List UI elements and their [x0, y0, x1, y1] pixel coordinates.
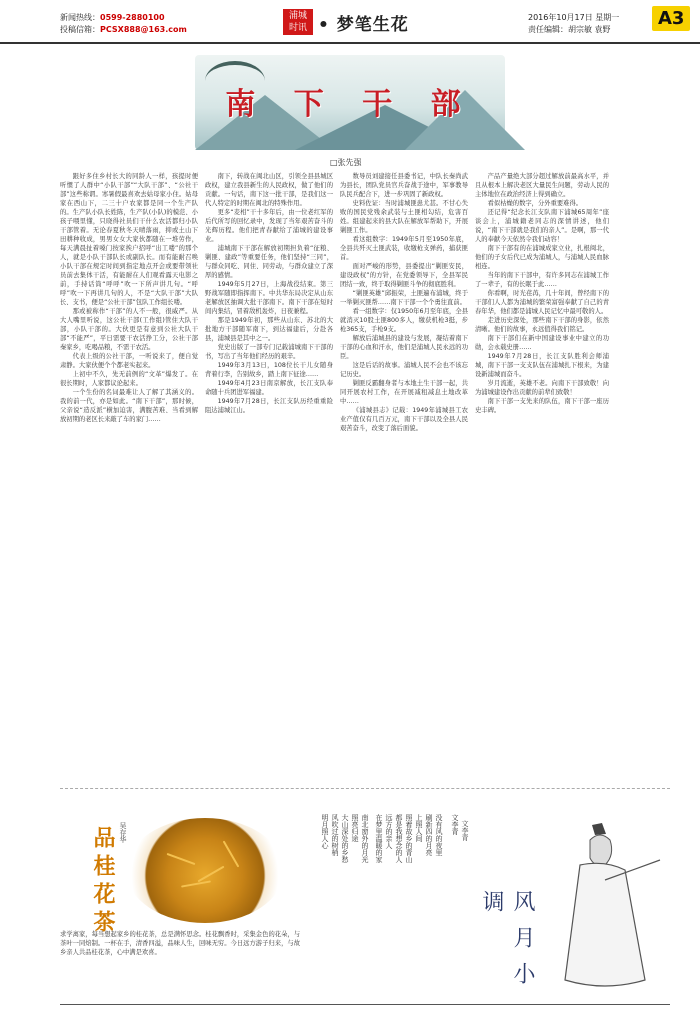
article-paragraph: 南下干部们在新中国建设事业中建立的功勋，会永载史册…… [475, 335, 609, 351]
article-column-2 [205, 172, 333, 784]
article-paragraph: 这是后话的故事。浦城人民不会也不该忘记历史。 [340, 362, 468, 378]
article-paragraph: 代表上级的公社干部，一听说来了，便自觉肃静。大家伙便个个都老实起来。 [60, 353, 198, 369]
article-column-3 [340, 172, 468, 784]
article-paragraph: 面对严峻的形势，县委提出“剿匪安民，建设政权”的方针，在党委领导下，全县军民团结一致，终于取得剿匪斗争的彻底胜利。 [340, 263, 468, 288]
poem-author: 文李青 [451, 814, 459, 835]
article-paragraph: 党史出版了一部专门记载浦城南下干部的书，写出了当年他们经历的艰辛。 [205, 344, 333, 360]
poem-line: 大山深处的乡愁 [341, 814, 349, 863]
poem-line: 照亮归途 [351, 814, 359, 842]
poem-line: 远方的亲人 [385, 814, 393, 849]
article-paragraph: 看一组数字：仅1950年6月至年底，全县就消灭10股土匪800多人，缴获机枪3挺，步枪365支，手枪9支。 [340, 308, 468, 333]
article-paragraph: 一个生份的名词最难让人了解了其涵义的。我的前一代，亦是如此。“南下干部”，那时候，父亲说“造反派”横加迫害，满腹苦难、当看到解放初期的老区长来敲了车的家门…… [60, 389, 198, 423]
article-paragraph: 《浦城县志》记载：1949年浦城县工农业产值仅有几百万元，南下干部以及全县人民艰苦奋斗，改变了落后面貌。 [340, 407, 468, 432]
article-column-1 [60, 172, 198, 784]
poem-author: 文李青 [461, 820, 469, 841]
section-title-text: 梦笔生花 [336, 15, 409, 35]
osmanthus-tea-photo [126, 818, 284, 923]
poem-line: 明月照人心 [321, 814, 329, 849]
article-paragraph: 1949年7月28日，长江支队历经重重险阻达浦城江山。 [205, 398, 333, 414]
poem-line: 风吹过的树梢 [331, 814, 339, 856]
article-paragraph: 1949年7月28日，长江支队胜利会师浦城，南下干部一支支队伍在浦城扎下根来，为建设新浦城而奋斗。 [475, 353, 609, 378]
poem-line: 都是我想念的人 [395, 814, 403, 863]
article-paragraph: 那是1949年初，那些从山东、苏北的大批地方干部随军南下，到达福建后，分赴各县，浦城县是其中之一。 [205, 317, 333, 342]
poem-line: 没有风的夜里 [435, 814, 443, 856]
article-paragraph: 产品产量绝大部分超过解放前最高水平，并且从根本上解决老区大量民生问题，劳动人民的主体地位在政治经济上得到确立。 [475, 173, 609, 198]
article-paragraph: 跟好多住乡村长大的同龄人一样，孩提时便听惯了人群中“小队干部”“大队干部”、“公社干部”这些称谓。寒暑假最喜欢去姑母家小住。姑母家在西山下，二三十户农家都是同一个生产队的。生产队小队长姓陈，生产队(小队)的模范、小孩子喂里懂，只晓得社员们干什么农活都归小队干部管着。无论春夏秋冬天晴落雨，抑或土山下田耕种收成，男男女女大家伙都随在一堆劳作，每天满晨扯着嗓门按家挨户招呼“出工喽”的那个人，就是小队干部队长或副队长。而有能耐召唤小队干部在规定时间到指定地点开会或要带领社员前去集体干活，有能耐在人们观看露天电影之前，手持话筒“呼呼”吹一下所声讲几句。“呼呼”吹一下再讲几句的人，不是“大队干部”大队长、支书，便是“公社干部”包队工作组长喽。 [60, 173, 198, 306]
article-paragraph: 南下干部有的在浦城成家立业，扎根闽北，他们的子女后代已成为浦城人，与浦城人民血脉相连。 [475, 245, 609, 270]
article-column-4 [475, 172, 609, 784]
poem-column-a [375, 814, 460, 924]
article-paragraph: 走进历史深处，那些南下干部的身影，依然清晰。他们的故事，永远值得我们铭记。 [475, 317, 609, 333]
article-paragraph: 浦城南下干部在解放初期担负着“征粮、剿匪、建政”等重要任务，他们坚持“三同”，与群众同吃、同住、同劳动，与群众建立了深厚的感情。 [205, 245, 333, 279]
issue-date: 2016年10月17日 [528, 13, 593, 22]
article-paragraph: 解放后浦城县的建设与发展，凝结着南下干部的心血和汗水，他们是浦城人民永远的功臣。 [340, 335, 468, 360]
scholar-illustration [520, 820, 670, 995]
article-paragraph: “剿匪英雄”邱振荣，土匪遍布浦城，终于一举剿灭匪帮……南下干部一个个勇往直前。 [340, 290, 468, 306]
section-divider [60, 788, 670, 789]
article-paragraph: 还记得“纪念长江支队南下浦城65周年”座谈会上，浦城籍老同志的深情讲述，他们说，“南下干部就是我们的亲人”。是啊，那一代人的奉献今天依然令我们动容！ [475, 209, 609, 243]
article-title: 南 下 干 部 [225, 87, 475, 122]
issue-weekday: 星期一 [595, 13, 620, 22]
bottom-rule [60, 1004, 670, 1005]
article-paragraph: 数导员刘建接任县委书记，中队长秦尚武为县长，团队党员官兵奋战于途中，军事教导队民兵配合下，进一步巩固了新政权。 [340, 173, 468, 198]
editor-label: 责任编辑： [528, 25, 568, 34]
article-paragraph: 看这组数字：1949年5月至1950年底，全县共歼灭土匪武装，收缴枪支弹药，捕获匪首。 [340, 236, 468, 261]
poem-line: 刷新四的月亮 [425, 814, 433, 856]
tea-article-author: 吴存华 [119, 822, 127, 843]
article-paragraph: 看似枯燥的数字，分外重要难得。 [487, 200, 583, 207]
article-paragraph: 南下，转战在闽北山区，引领全县县城区政权，建立我县新生的人民政权，做了他们的贡献。一句话，南下这一批干部，是我们这一代人特定的时期在闽北的特殊作用。 [205, 173, 333, 207]
article-byline: □张先强 [330, 158, 362, 167]
hotline-label: 新闻热线： [60, 13, 100, 22]
article-paragraph: 剿匪反霸翻身者与本地土生干部一起，共同开展农村工作，在开展减租减息土地改革中…… [340, 380, 468, 405]
contact-info [60, 12, 187, 36]
article-paragraph: 那或被称作“干部”的人不一般，很威严。从大人嘴里听说，这公社干部(工作组)管住大队干部，小队干部的。大伙更是有意到公社大队干部“不能严”，平日需要干农活挣工分，公社干部秦家乡，吃喝品粮，不需干农活。 [60, 308, 198, 351]
article-paragraph: 上初中不久，先无前例的“文革”爆发了。在很长期时，人家都议论起来。 [60, 371, 198, 387]
submit-label: 投稿信箱： [60, 25, 100, 34]
brand-logo [283, 9, 313, 35]
article-paragraph: 更多“麦相”干十多年后，由一位老红军的后代所写的回忆录中，发现了当年艰苦奋斗的光辉历程。他们把青春献给了浦城的建设事业。 [205, 209, 333, 243]
section-title: • 梦笔生花 [318, 15, 409, 35]
submit-email: PCSX888@163.com [100, 25, 187, 34]
poem-line: 在梦里温暖的家 [375, 814, 383, 863]
poem-line: 照着故乡的青山 [405, 814, 413, 863]
article-paragraph: 1949年4月23日南京解放，长江支队奉命随十兵团进军福建。 [205, 380, 333, 396]
poem-column-b [300, 814, 370, 924]
article-paragraph: 你看啊，时光荏苒，几十年间，曾经南下的干部们人人都为浦城的繁荣富强奉献了自己的青春年华，他们都是浦城人民记忆中最可敬的人。 [475, 290, 609, 315]
poem-line: 上照人间 [415, 814, 423, 842]
hotline-number: 0599-2880100 [100, 13, 165, 22]
article-paragraph: 当年的南下干部中，有许多同志在浦城工作了一辈子，有的长眠于此…… [475, 272, 609, 288]
date-info [528, 12, 619, 36]
article-paragraph: 1949年5月27日，上海战役结束。第三野战军随即指挥南下。中共华东局决定从山东老解放区抽调大批干部南下。南下干部在短时间内集结，冒着敌机轰炸，日夜兼程。 [205, 281, 333, 315]
page-number: A3 [652, 6, 690, 31]
tea-article-title: 品桂花茶 [90, 826, 116, 938]
tea-article-text: 求学离家，每当想起家乡的桂花茶，总是满怀思念。桂花飘香时，采集金色的花朵，与茶叶一同焙制。一杯在手，清香四溢，品味人生，回味无穷。今日远方游子归来，与故乡亲人共品桂花茶，心中满是欢喜。 [60, 931, 300, 956]
page-header [0, 0, 700, 44]
article-paragraph: 岁月流逝，英雄不老。向南下干部致敬！向为浦城建设作出贡献的前辈们致敬！ [475, 380, 609, 396]
brand-line1: 浦城 [288, 11, 307, 21]
article-paragraph: 1949年3月13日，108位长干儿女随身背着行李，告别故乡，踏上南下征途…… [205, 362, 333, 378]
brand-line2: 时讯 [288, 23, 307, 33]
poem-title: 风月小调 [479, 890, 535, 998]
editor-name: 胡宗敏 [568, 25, 592, 34]
article-paragraph: 南下干部一支先来的队伍，南下干部一座历史丰碑。 [475, 398, 609, 414]
poem-line: 南北窗外的月光 [361, 814, 369, 863]
article-banner [195, 55, 505, 150]
article-paragraph: 史料佐证：当时浦城匪患尤甚。不甘心失败的国民党残余武装与土匪相勾结，危害百姓。组建起来的县大队在解放军帮助下，开展剿匪工作。 [340, 200, 468, 234]
proof-name: 袁野 [594, 25, 611, 34]
